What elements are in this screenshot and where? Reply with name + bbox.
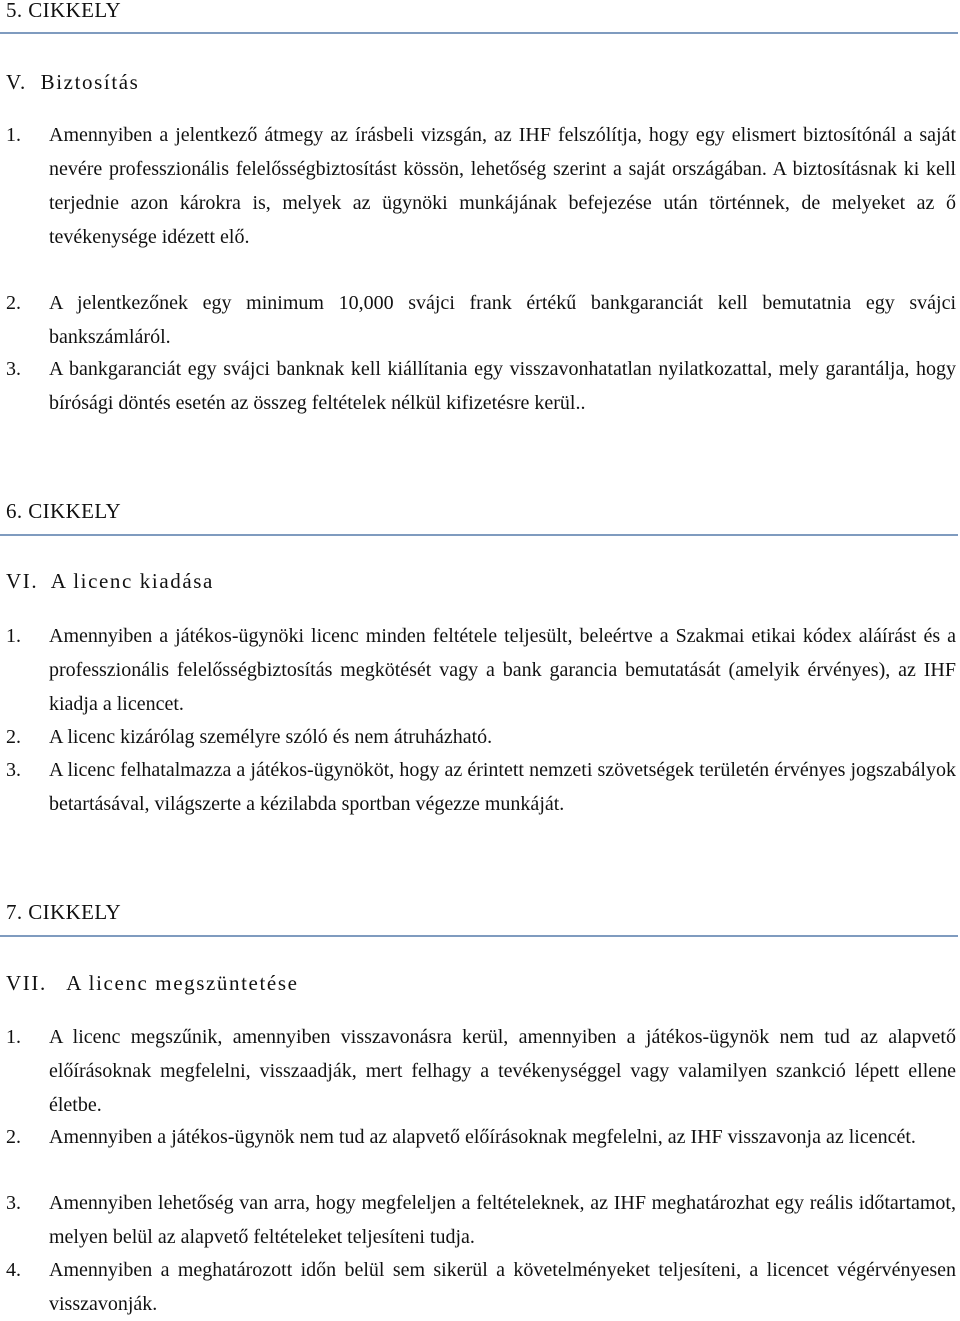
article-6-heading: 6. CIKKELY — [6, 499, 122, 523]
article-5-item-3 — [6, 352, 956, 420]
item-text: Amennyiben a jelentkező átmegy az írásbeli vizsgán, az IHF felszólítja, hogy egy elismert biztosítónál a saját nevére professzionális felelősségbiztosítást kössön, lehetőség szerint a saját országában. A biztosításnak ki kell terjednie azon károkra is, melyek az ügynöki munkájának befejezése után történnek, de melyeket az ő tevékenysége idézett elő. — [49, 124, 956, 248]
article-6-divider — [0, 534, 958, 536]
item-number: 3. — [6, 358, 21, 380]
item-number: 1. — [6, 1026, 21, 1048]
section-vii-name: A licenc megszüntetése — [66, 971, 299, 995]
item-text: A bankgaranciát egy svájci banknak kell kiállítania egy visszavonhatatlan nyilatkozattal, mely garantálja, hogy bírósági döntés esetén az összeg feltételek nélkül kifizetésre kerül.. — [49, 358, 956, 414]
item-number: 4. — [6, 1259, 21, 1281]
item-number: 1. — [6, 625, 21, 647]
section-vi-title — [6, 569, 214, 593]
item-number: 2. — [6, 726, 21, 748]
item-text: A licenc felhatalmazza a játékos-ügynököt, hogy az érintett nemzeti szövetségek területén érvényes jogszabályok betartásával, világszerte a kézilabda sportban végezze munkáját. — [49, 759, 956, 815]
item-text: A jelentkezőnek egy minimum 10,000 svájci frank értékű bankgaranciát kell bemutatnia egy svájci bankszámláról. — [49, 292, 956, 348]
item-text: Amennyiben a meghatározott időn belül sem sikerül a követelményeket teljesíteni, a licencet végérvényesen visszavonják. — [49, 1259, 956, 1315]
item-text: Amennyiben lehetőség van arra, hogy megfeleljen a feltételeknek, az IHF meghatározhat egy reális időtartamot, melyen belül az alapvető feltételeket teljesíteni tudja. — [49, 1192, 956, 1248]
section-vii-number: VII. — [6, 971, 47, 995]
article-5-item-2 — [6, 286, 956, 354]
item-number: 2. — [6, 1126, 21, 1148]
item-text: A licenc kizárólag személyre szóló és nem átruházható. — [49, 726, 493, 748]
article-6-item-3 — [6, 753, 956, 821]
section-vi-number: VI. — [6, 569, 39, 593]
article-7-item-2 — [6, 1120, 956, 1154]
item-number: 3. — [6, 759, 21, 781]
item-text: A licenc megszűnik, amennyiben visszavonásra kerül, amennyiben a játékos-ügynök nem tud az alapvető előírásoknak megfelelni, visszaadják, mert felhagy a tevékenységgel vagy valamilyen szankció lépett ellene életbe. — [49, 1026, 956, 1116]
item-number: 2. — [6, 292, 21, 314]
article-5-divider — [0, 32, 958, 34]
article-5-heading: 5. CIKKELY — [6, 0, 122, 22]
item-number: 3. — [6, 1192, 21, 1214]
section-v-name: Biztosítás — [40, 70, 140, 94]
item-number: 1. — [6, 124, 21, 146]
article-7-divider — [0, 935, 958, 937]
article-6-item-1 — [6, 619, 956, 721]
article-7-heading: 7. CIKKELY — [6, 900, 122, 924]
article-6-item-2 — [6, 720, 956, 754]
article-7-item-4 — [6, 1253, 956, 1321]
section-v-number: V. — [6, 70, 27, 94]
article-7-item-3 — [6, 1186, 956, 1254]
section-vi-name: A licenc kiadása — [50, 569, 214, 593]
article-5-item-1 — [6, 118, 956, 254]
section-vii-title — [6, 971, 299, 995]
item-text: Amennyiben a játékos-ügynöki licenc minden feltétele teljesült, beleértve a Szakmai etikai kódex aláírást és a professzionális felelősségbiztosítás megkötését vagy a bank garancia bemutatását (amelyik érvényes), az IHF kiadja a licencet. — [49, 625, 956, 715]
section-v-title — [6, 70, 139, 94]
article-7-item-1 — [6, 1020, 956, 1122]
item-text: Amennyiben a játékos-ügynök nem tud az alapvető előírásoknak megfelelni, az IHF visszavonja az licencét. — [49, 1126, 916, 1148]
